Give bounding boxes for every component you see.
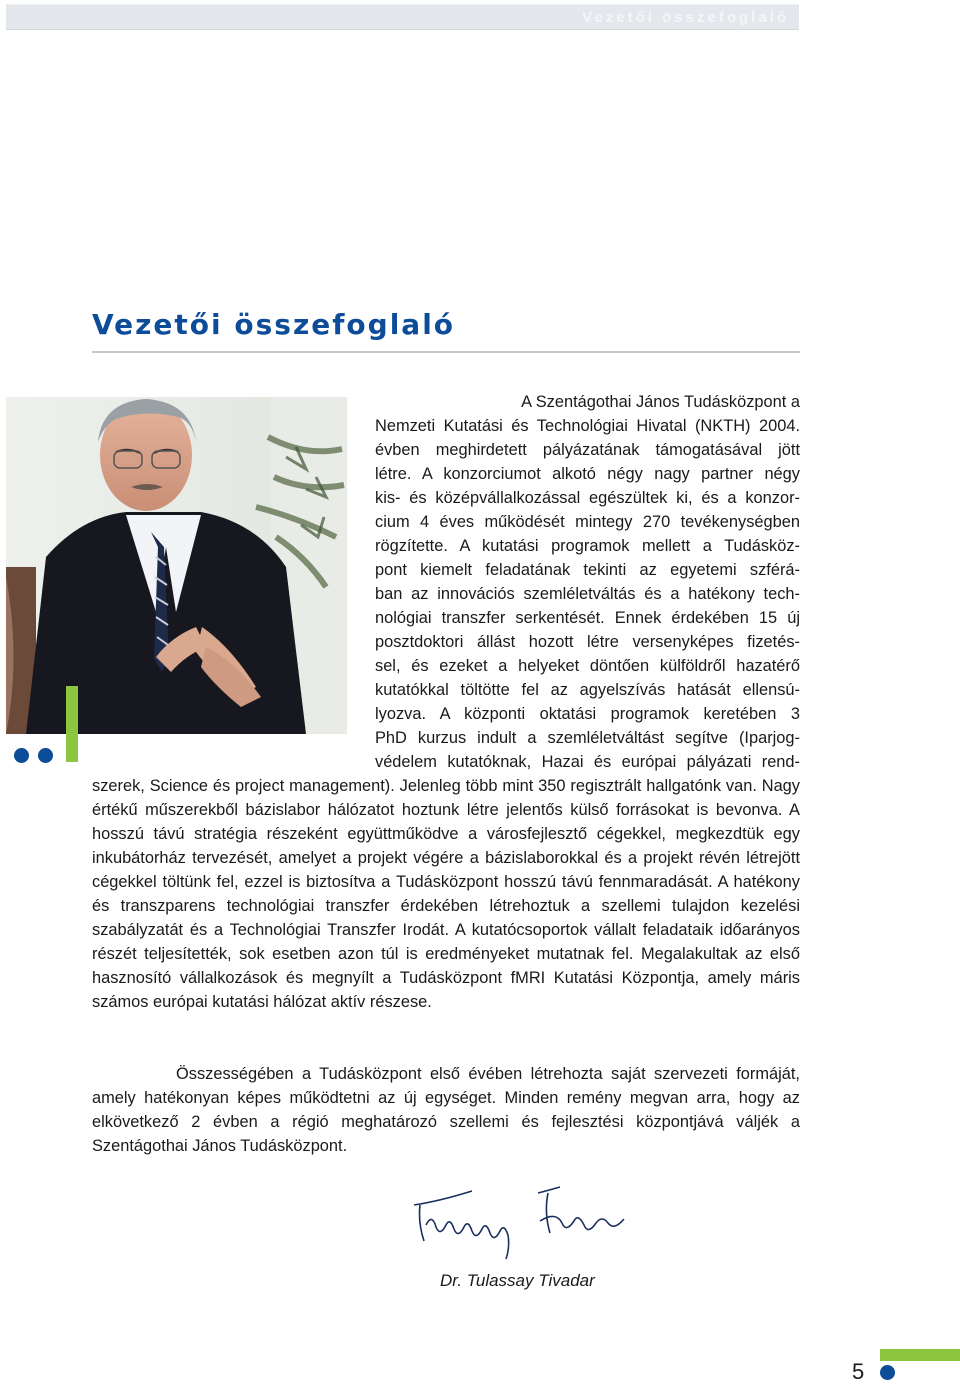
- column-line: kis- és középvállalkozással egészültek ki, és a konzor-: [375, 489, 800, 507]
- column-line: sel, és ezeket a helyeket döntően külföldről hazatérő: [375, 657, 800, 675]
- running-header-title: Vezetői összefoglaló: [582, 9, 789, 26]
- column-line: posztdoktori állást hozott létre versenyképes fizetés-: [375, 633, 800, 651]
- page-number: 5: [852, 1359, 865, 1384]
- column-line: Nemzeti Kutatási és Technológiai Hivatal (NKTH) 2004.: [375, 417, 800, 435]
- column-line: lyozva. A központi oktatási programok keretében 3: [375, 705, 800, 723]
- green-accent-bar: [66, 686, 78, 762]
- decor-dot: [14, 748, 29, 763]
- column-line: cium 4 éves működését mintegy 270 tevékenységben: [375, 513, 800, 531]
- page-title: Vezetői összefoglaló: [92, 308, 456, 341]
- intro-column: [375, 390, 800, 774]
- footer-dot: [880, 1365, 895, 1380]
- column-line: rögzítette. A kutatási programok mellett a Tudásköz-: [375, 537, 800, 555]
- signature-image: [410, 1183, 630, 1263]
- column-line: nológiai transzfer serkentését. Ennek érdekében 15 új: [375, 609, 800, 627]
- closing-paragraph: Összességében a Tudásközpont első évében létrehozta saját szervezeti formáját, amely hatékonyan képes működtetni az új egységet. Minden remény megvan arra, hogy az elkövetkező 2 évben a régió meghatározó szellemi és fejlesztési központjává váljék a Szentágothai János Tudásközpont.: [92, 1065, 800, 1155]
- column-line: védelem kutatóknak, Hazai és európai pályázati rend-: [375, 753, 800, 771]
- column-line: évben meghirdetett pályázatának támogatásával jött: [375, 441, 800, 459]
- column-line: PhD kurzus indult a szemléletváltást segítve (Iparjog-: [375, 729, 800, 747]
- running-header-band: [6, 4, 799, 30]
- footer-green-bar: [880, 1349, 960, 1361]
- body-paragraph: szerek, Science és project management). Jelenleg több mint 350 regisztrált hallgatónk van. Nagy értékű műszerekből bázislabor hálózatot hoztunk létre jelentős külső forrásokat is bevonva. A hosszú távú stratégia részeként együttműködve a városfejlesztő cégekkel, megkezdtük egy inkubátorház tervezését, amelyet a projekt végére a bázislaborokkal és a projekt révén létrejött cégekkel töltünk fel, ezzel is biztosítva a Tudásközpont hosszú távú fennmaradását. A hatékony és transzparens technológiai transzfer érdekében létrehoztuk a szellemi tulajdon kezelési szabályzatát és a Technológiai Transzfer Irodát. A kutatócsoportok vállalt feladataik időarányos részét teljesítették, sok esetben azon túl is eredményeket mutatnak fel. Megalakultak az első hasznosító vállalkozások és megnyílt a Tudásközpont fMRI Kutatási Központja, amely máris számos európai kutatási hálózat aktív részese.: [92, 777, 800, 1011]
- portrait-photo: [6, 397, 347, 734]
- signer-name: Dr. Tulassay Tivadar: [440, 1271, 595, 1290]
- column-line: A Szentágothai János Tudásközpont a: [521, 393, 800, 411]
- column-line: kutatókkal töltötte fel az agyelszívás hatását ellensú-: [375, 681, 800, 699]
- column-line: ban az innovációs szemléletváltás és a hatékony tech-: [375, 585, 800, 603]
- column-line: pont kiemelt feladatának tekinti az egyetemi szférá-: [375, 561, 800, 579]
- decor-dot: [38, 748, 53, 763]
- column-line: létre. A konzorciumot alkotó négy nagy partner négy: [375, 465, 800, 483]
- title-divider: [92, 351, 800, 353]
